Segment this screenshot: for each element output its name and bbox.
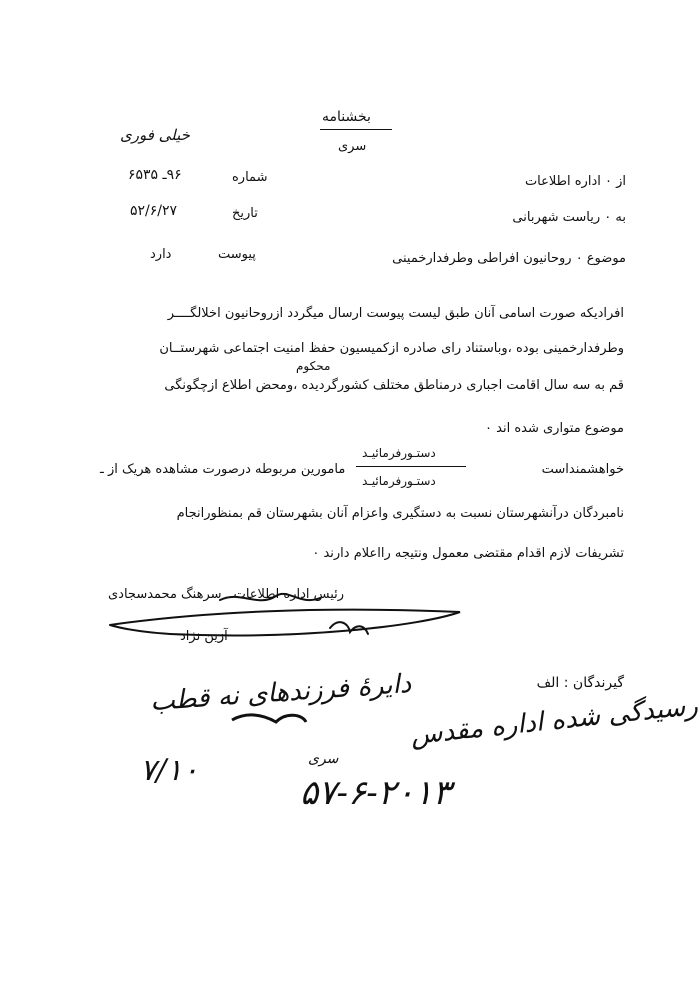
- handwritten-line-1: دایرهٔ فرزندهای نه قطب: [149, 668, 413, 718]
- body-line-5-below: دستـورفرمائیـد: [362, 474, 436, 488]
- body-line-2: وطرفدارخمینی بوده ،وباستناد رای صادره ازکمیسیون حفظ امنیت اجتماعی شهرستــان: [159, 341, 624, 356]
- secret-mark: سری: [338, 139, 367, 154]
- subject-line: موضوع ۰ روحانیون افراطی وطرفدارخمینی: [392, 251, 626, 266]
- body-line-4: موضوع متواری شده اند ۰: [485, 421, 624, 436]
- body-line-5-start: خواهشمنداست: [541, 462, 624, 477]
- handwritten-date-short: ۷/۱۰: [140, 753, 199, 788]
- signature-line-1: رئیس اداره اطلاعات ـ سرهنگ محمدسجادی: [108, 587, 345, 602]
- signature-scribble: [110, 594, 460, 636]
- handwritten-secret: سری: [308, 751, 339, 767]
- body-line-3: قم به سه سال اقامت اجباری درمناطق مختلف کشورگردیده ،ومحض اطلاع ازچگونگی: [164, 378, 624, 393]
- circular-title: بخشنامه: [322, 109, 371, 125]
- date-label: تاریخ: [232, 206, 258, 221]
- recipients-label: گیرندگان : الف: [536, 675, 624, 691]
- number-value: ۹۶ـ ۶۵۳۵: [128, 167, 182, 183]
- body-line-5-end: مامورین مربوطه درصورت مشاهده هریک از ـ: [100, 462, 346, 477]
- body-line-6: نامبردگان درآنشهرستان نسبت به دستگیری واعزام آنان بشهرستان قم بمنظورانجام: [176, 506, 624, 521]
- body-line-7: تشریفات لازم اقدام مقتضی معمول ونتیجه رااعلام دارند ۰: [312, 546, 624, 561]
- body-line-2-insert: محکوم: [296, 359, 331, 373]
- from-line: از ۰ اداره اطلاعات: [524, 174, 626, 189]
- handwritten-code: ۵۷-۶-۲۰۱۳: [300, 773, 451, 813]
- to-line: به ۰ ریاست شهربانی: [512, 210, 626, 225]
- signature-line-2: آزین نژاد: [180, 629, 228, 644]
- number-label: شماره: [232, 170, 268, 185]
- body-line-1: افرادیکه صورت اسامی آنان طبق لیست پیوست ارسال میگردد ازروحانیون اخلالگــــر: [167, 306, 624, 321]
- attachment-label: پیوست: [218, 247, 256, 262]
- handwritten-line-2: رسیدگی شده اداره مقدس: [409, 691, 700, 751]
- struck-word: [232, 715, 306, 722]
- date-value: ۵۲/۶/۲۷: [130, 203, 178, 219]
- body-line-5-above: دستـورفرمائیـد: [362, 446, 436, 460]
- urgency-handwritten: خیلی فوری: [120, 126, 190, 144]
- attachment-value: دارد: [150, 247, 172, 262]
